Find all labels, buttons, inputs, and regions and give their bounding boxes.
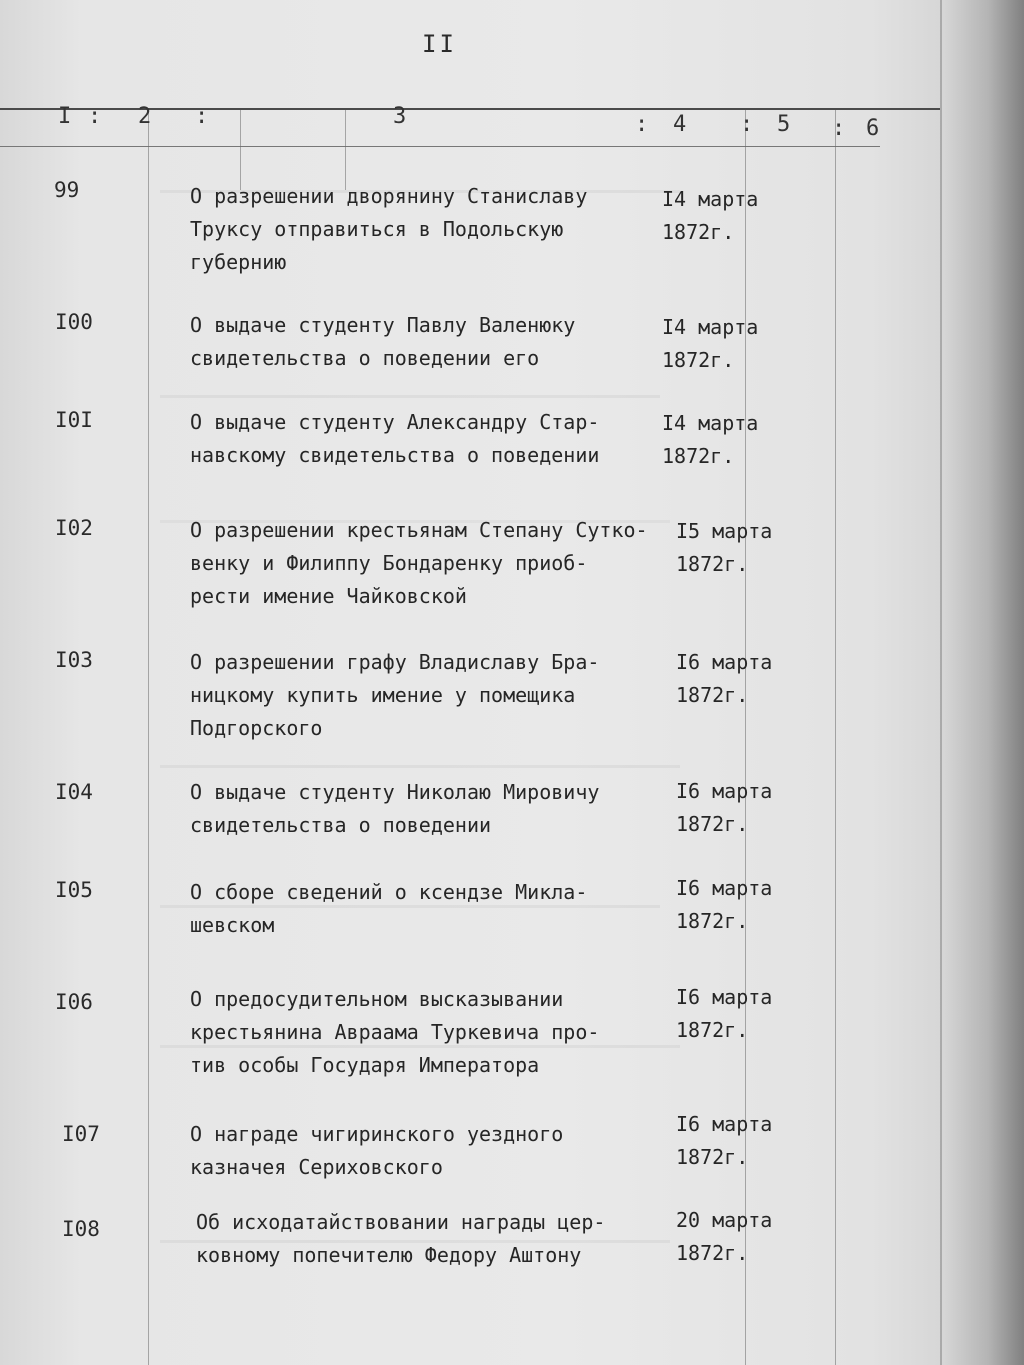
page-number: II — [422, 30, 457, 58]
column-number: I — [58, 104, 72, 129]
column-separator: : — [832, 116, 846, 141]
column-separator: : — [635, 112, 649, 137]
column-separator: : — [740, 112, 754, 137]
column-separator: : — [195, 104, 209, 129]
entry-number: I04 — [55, 780, 93, 804]
entry-number: I05 — [55, 878, 93, 902]
column-divider — [835, 110, 836, 1365]
entry-date: I4 марта 1872г. — [662, 187, 759, 244]
entry-date: I6 марта 1872г. — [676, 985, 773, 1042]
entry-number: I06 — [55, 990, 93, 1014]
entry-description: О выдаче студенту Николаю Мировичу свидетельства о поведении — [190, 780, 600, 837]
binding-shadow — [944, 0, 1024, 1365]
entry-number: I0I — [55, 408, 93, 432]
entry-description: О разрешении графу Владиславу Бра- ницкому купить имение у помещика Подгорского — [190, 650, 600, 740]
bleed-through-mark — [160, 395, 660, 398]
column-number: 3 — [393, 104, 407, 129]
entry-description: О награде чигиринского уездного казначея Сериховского — [190, 1122, 564, 1179]
entry-description: О предосудительном высказывании крестьянина Авраама Туркевича про- тив особы Государя Императора — [190, 987, 600, 1077]
entry-date: I6 марта 1872г. — [676, 876, 773, 933]
bleed-through-mark — [160, 765, 680, 768]
entry-date: I6 марта 1872г. — [676, 1112, 773, 1169]
column-separator: : — [88, 104, 102, 129]
column-number: 5 — [777, 112, 791, 137]
entry-number: I00 — [55, 310, 93, 334]
header-rule-bottom — [0, 146, 880, 147]
entry-description: О разрешении дворянину Станиславу Труксу отправиться в Подольскую губернию — [190, 184, 588, 274]
entry-description: О сборе сведений о ксендзе Микла- шевском — [190, 880, 588, 937]
entry-description: О выдаче студенту Павлу Валенюку свидетельства о поведении его — [190, 313, 576, 370]
entry-date: I4 марта 1872г. — [662, 411, 759, 468]
entry-description: Об исходатайствовании награды цер- ковному попечителю Федору Аштону — [196, 1210, 606, 1267]
column-divider — [148, 110, 149, 1365]
column-number: 6 — [866, 116, 880, 141]
column-divider — [345, 110, 346, 190]
entry-date: 20 марта 1872г. — [676, 1208, 773, 1265]
entry-date: I6 марта 1872г. — [676, 650, 773, 707]
entry-date: I6 марта 1872г. — [676, 779, 773, 836]
page-edge-line — [940, 0, 942, 1365]
entry-date: I5 марта 1872г. — [676, 519, 773, 576]
entry-number: 99 — [54, 178, 80, 202]
entry-description: О выдаче студенту Александру Стар- навскому свидетельства о поведении — [190, 410, 600, 467]
column-divider — [240, 110, 241, 190]
column-number: 2 — [138, 104, 152, 129]
column-number: 4 — [673, 112, 687, 137]
entry-number: I07 — [62, 1122, 100, 1146]
column-divider — [745, 110, 746, 1365]
entry-description: О разрешении крестьянам Степану Сутко- венку и Филиппу Бондаренку приоб- рести имение Чайковской — [190, 518, 648, 608]
entry-date: I4 марта 1872г. — [662, 315, 759, 372]
entry-number: I08 — [62, 1217, 100, 1241]
entry-number: I02 — [55, 516, 93, 540]
entry-number: I03 — [55, 648, 93, 672]
